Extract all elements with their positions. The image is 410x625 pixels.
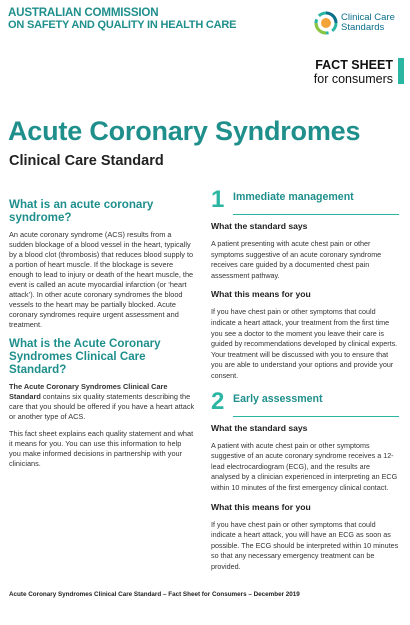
means-for-you-heading: What this means for you [211, 501, 311, 512]
page-title: Acute Coronary Syndromes [8, 116, 361, 146]
standard-definition-text [9, 382, 195, 422]
ccs-logo-icon [314, 11, 338, 35]
page-subtitle: Clinical Care Standard [9, 153, 164, 169]
ccs-logo-line1: Clinical Care [341, 12, 395, 23]
section-title: Immediate management [233, 191, 354, 203]
ccs-logo-line2: Standards [341, 22, 385, 33]
standard-says-heading: What the standard says [211, 221, 308, 231]
section-number: 2 [211, 387, 225, 415]
means-for-you-heading: What this means for you [211, 289, 311, 300]
standard-name: The Acute Coronary Syndromes Clinical Care Standard [9, 382, 168, 401]
means-for-you-text: If you have chest pain or other symptoms that could indicate a heart attack, you will have an ECG as soon as possible. The ECG should be interpreted within 10 minutes so that any necessary emergency treatment can be provided. [211, 519, 399, 571]
commission-logo [8, 6, 258, 32]
acs-definition-heading: What is an acute coronary syndrome? [9, 198, 154, 224]
standard-says-heading: What the standard says [211, 422, 308, 433]
fact-sheet-audience: for consumers [313, 72, 393, 86]
section-header [211, 387, 399, 417]
org-name-line1: AUSTRALIAN COMMISSION [8, 6, 159, 19]
means-for-you-text: If you have chest pain or other symptoms that could indicate a heart attack, your treatment from the first time you see a doctor to the moment you leave their care is guided by recommendations developed by clinical experts. Your treatment will be discussed with you to ensure that you are able to understand your options and provide your consent. [211, 307, 398, 380]
left-column [9, 198, 195, 476]
fact-sheet-label [314, 58, 393, 87]
standard-description: contains six quality statements describing the care that you should be offered if you have a heart attack or another type of ACS. [9, 392, 195, 421]
standard-says-text: A patient with acute chest pain or other symptoms suggestive of an acute coronary syndrome receives a 12-lead electrocardiogram (ECG), and the results are analysed by a clinician experienced in interpreting an ECG within 10 minutes of the first emergency clinical contact. [211, 440, 398, 492]
right-column [211, 188, 399, 580]
section-number: 1 [211, 186, 225, 213]
fact-sheet-purpose-text: This fact sheet explains each quality statement and what it means for you. You can use this information to help you make informed decisions in partnership with your clinicians. [9, 429, 194, 468]
standard-says-text: A patient presenting with acute chest pain or other symptoms suggestive of an acute coronary syndrome receives care guided by a documented chest pain assessment pathway. [211, 239, 382, 280]
clinical-care-standards-logo [314, 11, 406, 41]
standard-definition-heading: What is the Acute Coronary Syndromes Clinical Care Standard? [9, 337, 161, 376]
section-divider [233, 214, 399, 215]
org-name-line2: ON SAFETY AND QUALITY IN HEALTH CARE [8, 19, 237, 31]
quality-statement-1 [211, 188, 399, 382]
acs-definition-text: An acute coronary syndrome (ACS) results from a sudden blockage of a blood vessel in the heart, typically by a blood clot (thrombosis) that reduces blood supply to a portion of heart muscle. If the blockage is severe enough to lead to injury or death of the heart muscle, the event is called an acute myocardial infarction (or ‘heart attack’). In other acute coronary syndromes the blood vessels to the heart may be partially blocked. Acute coronary syndromes require urgent assessment and treatment. [9, 230, 194, 329]
page-footer: Acute Coronary Syndromes Clinical Care Standard – Fact Sheet for Consumers – December 2019 [9, 591, 300, 598]
section-divider [233, 416, 399, 417]
fact-sheet-title: FACT SHEET [315, 58, 393, 72]
section-header [211, 188, 399, 215]
quality-statement-2 [211, 387, 399, 573]
accent-bar [398, 58, 404, 84]
section-title: Early assessment [233, 392, 323, 405]
